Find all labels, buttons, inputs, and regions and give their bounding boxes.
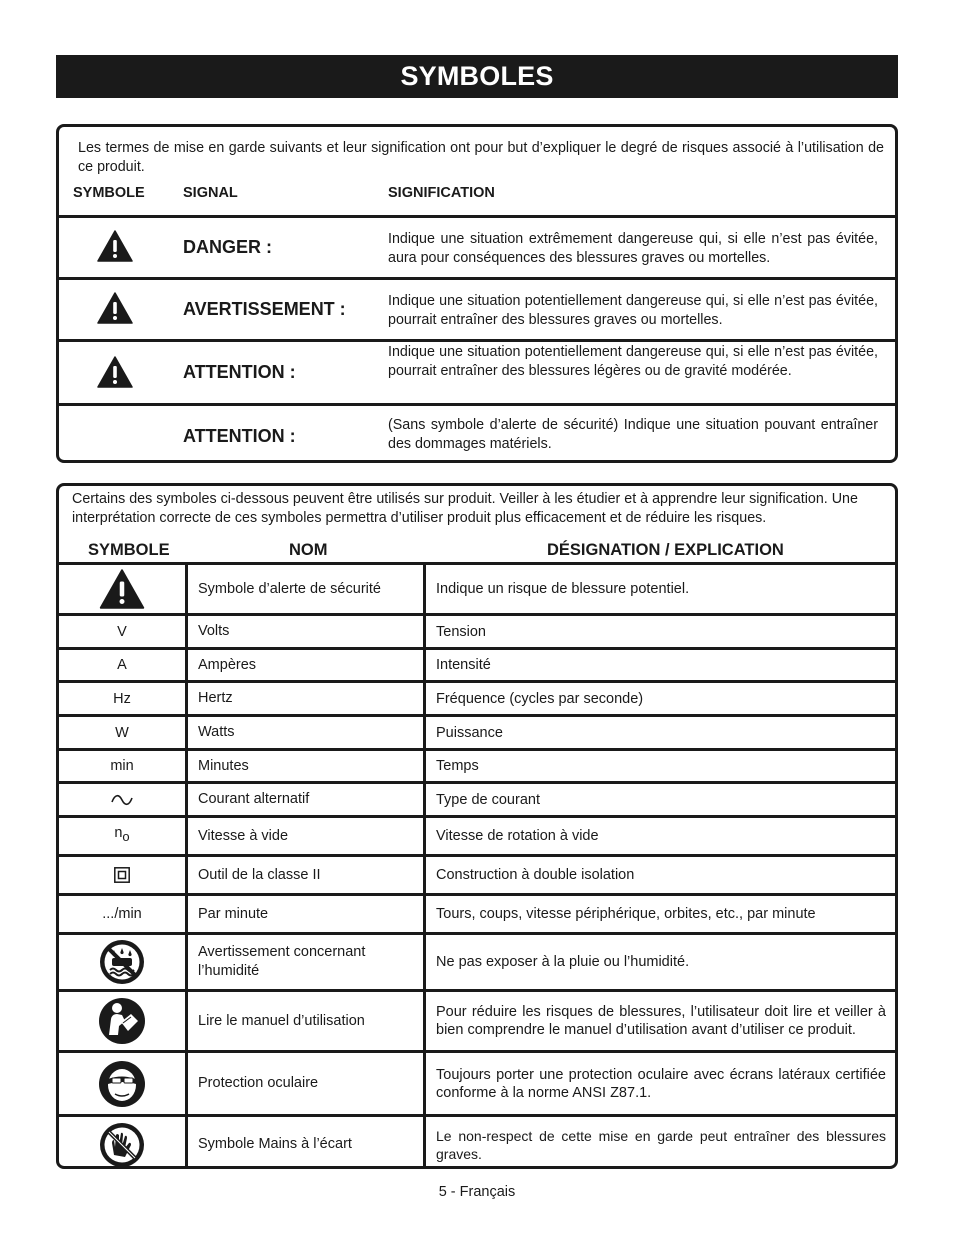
warning-triangle-icon [97,292,133,324]
signal-row-attention-property [59,403,895,463]
class-ii-tool-icon [114,867,130,883]
table-row [59,613,895,647]
page-title: SYMBOLES [56,55,898,98]
table-row [59,748,895,781]
table-row [59,680,895,714]
wet-conditions-icon [98,938,146,986]
symbol-text: A [117,657,127,673]
symbol-name: Par minute [198,905,269,922]
table-row [59,932,895,989]
symbol-name: Lire le manuel d’utilisation [198,1012,365,1029]
table-row [59,1114,895,1169]
table-row [59,854,895,893]
symbol-name: Avertissement concernant l’humidité [198,944,366,979]
symbol-designation: Intensité [436,657,491,673]
symbol-designation: Fréquence (cycles par seconde) [436,690,644,707]
symbol-designation: Puissance [436,724,503,741]
symbol-designation: Ne pas exposer à la pluie ou l’humidité. [436,954,690,970]
symbol-designation: Toujours porter une protection oculaire avec écrans latéraux certifiée conforme à la norme ANSI Z87.1. [436,1066,886,1101]
symbols-intro-text: Certains des symboles ci-dessous peuvent être utilisés sur produit. Veiller à les étudier et à apprendre leur signification. Une interprétation correcte de ces symboles permettra d’utiliser produit plus efficacement et de réduire les risques. [72,491,858,526]
signal-description: Indique une situation potentiellement dangereuse qui, si elle n’est pas évitée, pourrait entraîner des blessures graves ou mortelles. [388,293,878,328]
symbol-name: Vitesse à vide [198,827,289,844]
table-row [59,1050,895,1114]
symbol-designation: Vitesse de rotation à vide [436,828,599,844]
warning-triangle-icon [97,230,133,262]
signal-row-avertissement [59,277,895,339]
header-symbole: SYMBOLE [88,541,170,559]
symbol-name: Outil de la classe II [198,866,321,883]
table-row [59,647,895,680]
header-signal: SIGNAL [183,185,238,201]
signal-words-box [56,124,898,463]
signal-row-attention-alert [59,339,895,403]
signal-description: (Sans symbole d’alerte de sécurité) Indique une situation pouvant entraîner des dommages matériels. [388,417,878,452]
symbol-designation: Tension [436,623,486,640]
symbol-designation: Indique un risque de blessure potentiel. [436,581,690,597]
symbol-name: Ampères [198,656,257,673]
symbol-name: Volts [198,623,230,639]
warning-triangle-icon [99,569,145,609]
symbol-subscript: o [122,829,130,844]
table-row [59,714,895,748]
signal-label: ATTENTION : [183,426,296,446]
symbol-name: Minutes [198,757,249,774]
symbol-text: W [115,724,129,741]
symbol-name: Symbole Mains à l’écart [198,1136,352,1152]
symbol-text: min [110,758,134,774]
symbol-text: V [117,623,127,640]
symbol-designation: Temps [436,758,479,774]
page-footer: 5 - Français [438,1184,516,1200]
symbol-text: n [114,825,123,841]
signal-row-danger [59,215,895,277]
table-row [59,989,895,1050]
symbol-name: Protection oculaire [198,1075,319,1091]
symbol-designation: Type de courant [436,791,540,808]
symbol-name: Symbole d’alerte de sécurité [198,580,381,597]
symbols-table-box [56,483,898,1169]
read-manual-icon [98,997,146,1045]
header-symbole: SYMBOLE [73,185,145,201]
symbol-designation: Pour réduire les risques de blessures, l’utilisateur doit lire et veiller à bien comprendre le manuel d’utilisation avant d’utiliser ce produit. [436,1004,886,1038]
signal-label: AVERTISSEMENT : [183,299,346,319]
symbol-designation: Construction à double isolation [436,867,635,883]
signal-description: Indique une situation potentiellement dangereuse qui, si elle n’est pas évitée, pourrait entraîner des blessures légères ou de gravité modérée. [388,344,878,379]
table-row [59,893,895,932]
symbol-name: Hertz [198,690,233,706]
signal-intro-text: Les termes de mise en garde suivants et leur signification ont pour but d’expliquer le degré de risques associé à l’utilisation de ce produit. [78,140,884,175]
symbol-designation: Le non-respect de cette mise en garde peut entraîner des blessures graves. [436,1127,886,1162]
eye-protection-icon [98,1060,146,1108]
table-row [59,815,895,854]
symbol-text: Hz [113,690,131,707]
table-row [59,781,895,815]
signal-label: ATTENTION : [183,362,296,382]
signal-description: Indique une situation extrêmement dangereuse qui, si elle n’est pas évitée, aura pour conséquences des blessures graves ou mortelles. [388,231,878,266]
signal-label: DANGER : [183,237,272,257]
hands-away-icon [98,1121,146,1169]
symbol-name: Watts [198,724,235,740]
symbol-text: .../min [102,906,142,922]
table-row [59,562,895,613]
header-nom: NOM [289,541,328,559]
symbol-designation: Tours, coups, vitesse périphérique, orbites, etc., par minute [436,906,816,922]
warning-triangle-icon [97,356,133,388]
symbol-name: Courant alternatif [198,791,310,807]
header-designation: DÉSIGNATION / EXPLICATION [547,541,784,559]
alternating-current-icon [111,793,133,807]
header-signification: SIGNIFICATION [388,185,495,201]
